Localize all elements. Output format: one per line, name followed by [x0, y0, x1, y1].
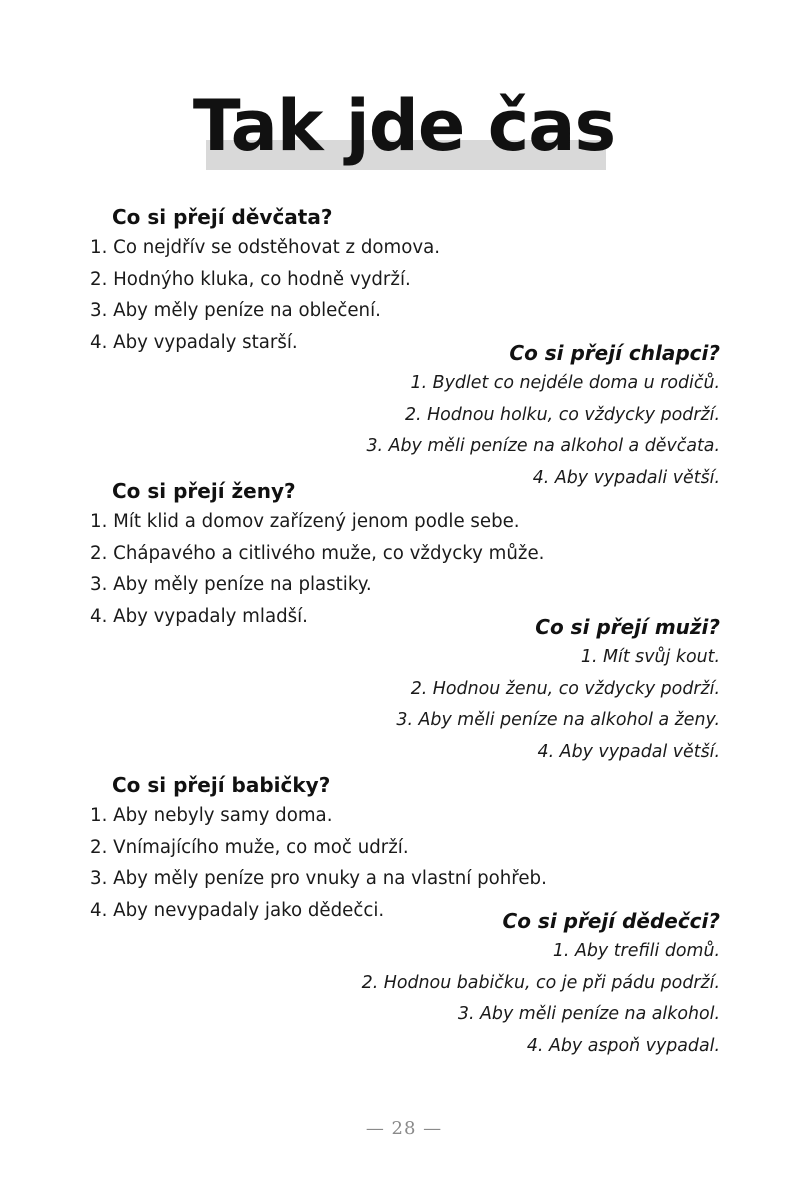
list-item: 4. Aby vypadaly starší. [90, 331, 298, 353]
list-item: 4. Aby vypadaly mladší. [90, 605, 308, 627]
list-item: 2. Hodnýho kluka, co hodně vydrží. [90, 268, 411, 290]
list-item: 1. Bydlet co nejdéle doma u rodičů. [410, 373, 720, 393]
title-area [0, 78, 808, 178]
section-heading: Co si přejí děvčata? [112, 205, 333, 229]
list-item: 1. Aby nebyly samy doma. [90, 805, 333, 826]
section-heading: Co si přejí ženy? [112, 479, 296, 503]
list-item: 4. Aby aspoň vypadal. [526, 1035, 720, 1056]
section-men [396, 612, 720, 768]
list-item: 4. Aby vypadali větší. [532, 467, 720, 488]
list-item: 2. Chápavého a citlivého muže, co vždycky může. [90, 542, 545, 564]
list-item: 3. Aby měly peníze na plastiky. [90, 574, 372, 595]
section-heading: Co si přejí muži? [535, 615, 720, 639]
list-item: 3. Aby měly peníze pro vnuky a na vlastní pohřeb. [90, 868, 547, 889]
section-boys [366, 338, 720, 494]
list-item: 2. Hodnou holku, co vždycky podrží. [404, 404, 720, 425]
section-heading: Co si přejí chlapci? [509, 341, 720, 365]
list-item: 3. Aby měli peníze na alkohol. [457, 1004, 720, 1024]
list-item: 1. Mít klid a domov zařízený jenom podle sebe. [90, 511, 520, 532]
list-item: 3. Aby měli peníze na alkohol a děvčata. [366, 436, 720, 456]
section-heading: Co si přejí babičky? [112, 773, 331, 797]
list-item: 1. Co nejdřív se odstěhovat z domova. [90, 237, 441, 258]
list-item: 3. Aby měly peníze na oblečení. [90, 300, 381, 321]
page-number: — 28 — [365, 1118, 443, 1139]
wish-list [396, 642, 720, 768]
section-women [90, 476, 544, 632]
list-item: 2. Vnímajícího muže, co moč udrží. [90, 836, 409, 858]
section-grandfathers [362, 906, 720, 1062]
list-item: 2. Hodnou babičku, co je při pádu podrží. [361, 972, 720, 993]
list-item: 4. Aby nevypadaly jako dědečci. [90, 899, 385, 921]
page-title: Tak jde čas [192, 85, 616, 167]
wish-list [362, 936, 720, 1062]
list-item: 2. Hodnou ženu, co vždycky podrží. [410, 678, 720, 699]
list-item: 1. Aby trefili domů. [552, 941, 720, 961]
list-item: 3. Aby měli peníze na alkohol a ženy. [396, 710, 720, 730]
list-item: 4. Aby vypadal větší. [537, 741, 720, 762]
section-heading: Co si přejí dědečci? [502, 909, 720, 933]
section-grandmothers [90, 770, 547, 926]
list-item: 1. Mít svůj kout. [580, 647, 720, 667]
section-girls [90, 202, 440, 358]
